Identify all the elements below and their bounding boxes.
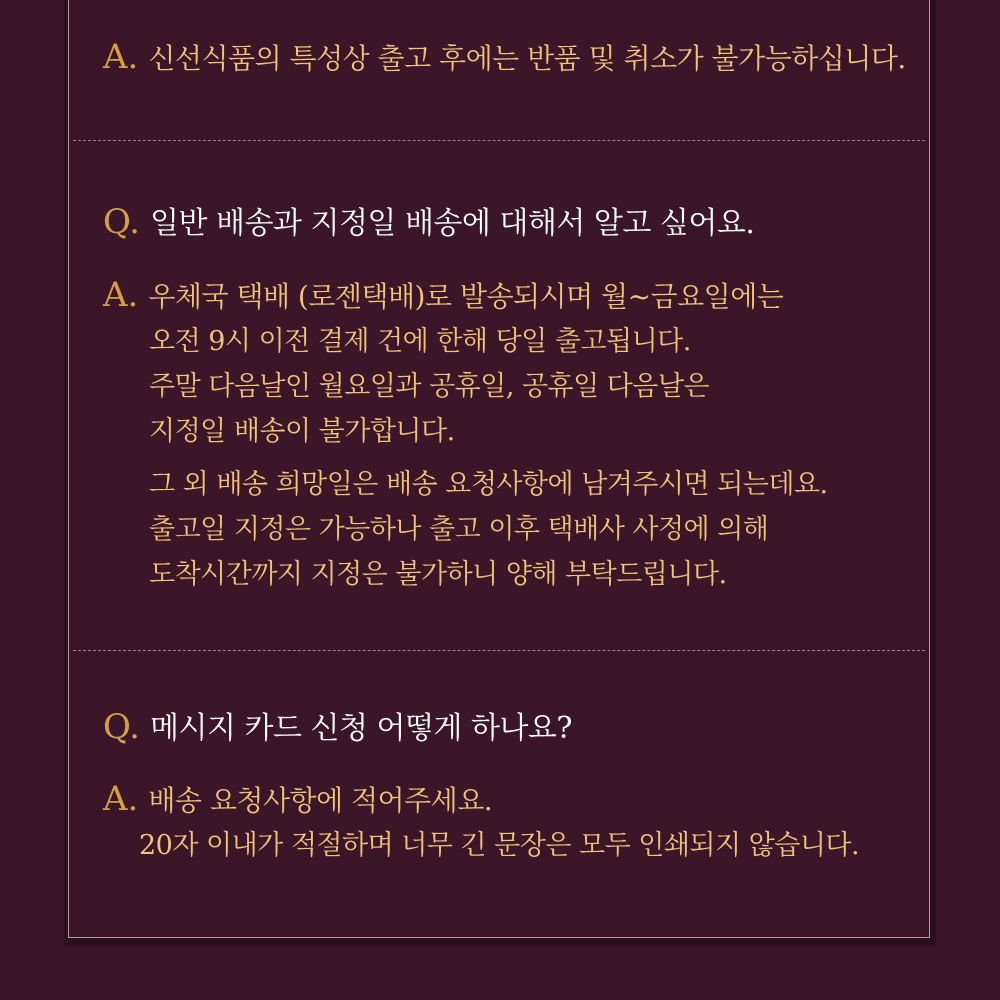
faq-question-2 <box>103 198 919 242</box>
answer-1-text: 신선식품의 특성상 출고 후에는 반품 및 취소가 불가능하십니다. <box>148 42 906 75</box>
question-3-text: 메시지 카드 신청 어떻게 하나요? <box>150 711 572 746</box>
faq-answer-1 <box>103 37 919 77</box>
answer-marker: A. <box>103 37 139 77</box>
answer-2-line: 출고일 지정은 가능하나 출고 이후 택배사 사정에 의해 <box>149 514 769 545</box>
answer-2-paragraph-a <box>149 319 919 454</box>
faq-divider-2 <box>73 650 925 651</box>
answer-2-line: 도착시간까지 지정은 불가하니 양해 부탁드립니다. <box>149 559 727 590</box>
answer-3-paragraph <box>139 823 919 868</box>
answer-2-line: 지정일 배송이 불가합니다. <box>149 416 455 447</box>
faq-divider-1 <box>73 140 925 141</box>
faq-answer-3 <box>103 779 919 819</box>
answer-2-paragraph-b <box>149 462 919 597</box>
answer-2-line: 주말 다음날인 월요일과 공휴일, 공휴일 다음날은 <box>149 371 710 402</box>
faq-question-3 <box>103 703 919 747</box>
faq-panel <box>68 0 930 938</box>
answer-3-line: 20자 이내가 적절하며 너무 긴 문장은 모두 인쇄되지 않습니다. <box>139 830 860 861</box>
faq-answer-2 <box>103 275 919 315</box>
answer-marker: A. <box>103 275 139 315</box>
question-marker: Q. <box>103 202 140 242</box>
question-2-text: 일반 배송과 지정일 배송에 대해서 알고 싶어요. <box>150 206 755 241</box>
question-marker: Q. <box>103 707 140 747</box>
answer-2-first-line: 우체국 택배 (로젠택배)로 발송되시며 월~금요일에는 <box>148 280 784 313</box>
answer-2-line: 오전 9시 이전 결제 건에 한해 당일 출고됩니다. <box>149 326 691 357</box>
answer-2-line: 그 외 배송 희망일은 배송 요청사항에 남겨주시면 되는데요. <box>149 469 828 500</box>
answer-marker: A. <box>103 779 139 819</box>
answer-3-first-line: 배송 요청사항에 적어주세요. <box>148 784 493 817</box>
